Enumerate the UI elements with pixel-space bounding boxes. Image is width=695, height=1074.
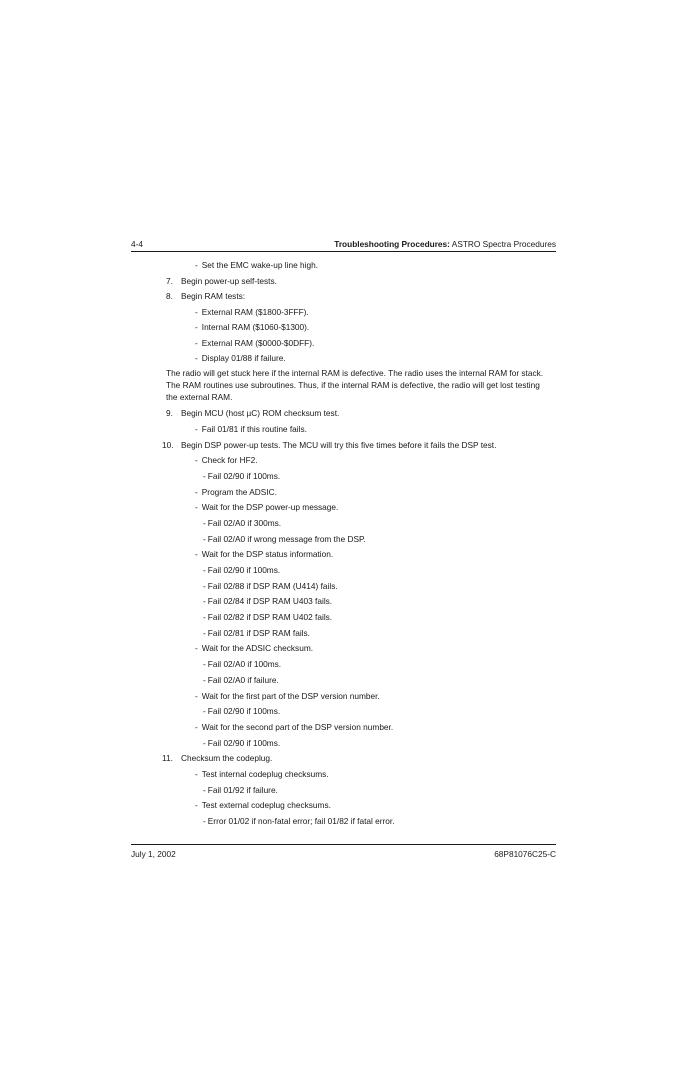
list-item-marker: - <box>203 565 206 575</box>
list-item-text: Internal RAM ($1060-$1300). <box>201 322 310 332</box>
list-item-text: Fail 02/90 if 100ms. <box>207 706 281 716</box>
list-item-marker: - <box>195 690 198 701</box>
list-item-text: Fail 02/81 if DSP RAM fails. <box>207 627 310 638</box>
list-item <box>195 423 307 435</box>
list-item-marker: - <box>195 455 198 465</box>
list-item <box>195 548 333 560</box>
list-item-marker: - <box>195 722 198 732</box>
list-item-text: External RAM ($1800-3FFF). <box>201 306 309 317</box>
list-item <box>162 439 497 451</box>
list-item <box>203 737 280 749</box>
list-item <box>195 337 314 349</box>
list-item <box>203 517 281 529</box>
list-item <box>195 454 258 466</box>
list-item <box>203 611 332 623</box>
list-item <box>166 407 339 419</box>
list-item-text: Wait for the ADSIC checksum. <box>201 643 314 653</box>
list-item-text: Begin RAM tests: <box>181 291 246 301</box>
list-item-marker: 9. <box>166 408 173 418</box>
list-item <box>195 486 277 498</box>
list-item-marker: - <box>195 768 198 779</box>
list-item-marker: 10. <box>162 439 174 450</box>
list-item-marker: 7. <box>166 275 173 286</box>
list-item <box>203 564 280 576</box>
list-item-marker: - <box>195 322 198 332</box>
footer-date: July 1, 2002 <box>131 849 176 859</box>
page-header <box>131 238 556 250</box>
list-item-text: Wait for the DSP power-up message. <box>201 502 339 512</box>
section-title <box>334 238 556 250</box>
list-item-text: Fail 02/88 if DSP RAM (U414) fails. <box>207 580 338 591</box>
list-item-text: Fail 02/90 if 100ms. <box>207 471 281 481</box>
list-item-text: Test external codeplug checksums. <box>201 800 331 810</box>
list-item <box>166 275 277 287</box>
list-item <box>195 352 286 364</box>
list-item-marker: - <box>203 612 206 622</box>
list-item-text: Fail 02/A0 if wrong message from the DSP. <box>207 533 366 544</box>
list-item-marker: - <box>203 533 206 544</box>
list-item-marker: - <box>195 260 198 270</box>
list-item-marker: - <box>203 675 206 685</box>
list-item-marker: - <box>203 737 206 748</box>
list-item-marker: - <box>195 353 198 363</box>
list-item-text: Begin DSP power-up tests. The MCU will try this five times before it fails the DSP test. <box>181 439 497 450</box>
page-number: 4-4 <box>131 239 143 249</box>
list-item <box>203 784 278 796</box>
list-item <box>195 768 329 780</box>
list-item-text: Wait for the first part of the DSP version number. <box>201 690 380 701</box>
list-item-text: Error 01/02 if non-fatal error; fail 01/82 if fatal error. <box>207 815 395 826</box>
list-item <box>203 533 366 545</box>
list-item-text: Wait for the second part of the DSP version number. <box>201 722 394 732</box>
list-item-text: Fail 02/A0 if failure. <box>207 675 279 685</box>
list-item-text: Fail 02/A0 if 100ms. <box>207 659 282 669</box>
list-item <box>203 595 332 607</box>
list-item <box>195 306 309 318</box>
list-item-text: Begin power-up self-tests. <box>181 275 277 286</box>
list-item-text: Begin MCU (host µC) ROM checksum test. <box>181 408 340 418</box>
list-item <box>203 627 310 639</box>
list-item <box>195 501 338 513</box>
list-item-marker: - <box>195 549 198 559</box>
section-title-bold: Troubleshooting Procedures: <box>334 239 450 249</box>
list-item-text: Fail 01/81 if this routine fails. <box>201 424 307 434</box>
list-item <box>195 259 318 271</box>
list-item-text: Fail 02/90 if 100ms. <box>207 565 281 575</box>
list-item-marker: - <box>203 596 206 606</box>
list-item-marker: - <box>195 424 198 434</box>
list-item-marker: - <box>195 306 198 317</box>
list-item <box>203 658 281 670</box>
list-item-marker: 11. <box>162 753 173 763</box>
list-item-text: Fail 02/90 if 100ms. <box>207 737 281 748</box>
list-item-text: Program the ADSIC. <box>201 486 277 497</box>
list-item-marker: - <box>195 800 198 810</box>
list-item-text: Fail 02/84 if DSP RAM U403 fails. <box>207 596 333 606</box>
list-item-marker: - <box>203 706 206 716</box>
section-title-rest: ASTRO Spectra Procedures <box>449 239 556 249</box>
footer-rule <box>131 844 556 845</box>
list-item <box>195 642 313 654</box>
list-item-marker: - <box>195 502 198 512</box>
list-item-marker: - <box>203 815 206 826</box>
page-footer <box>131 848 556 860</box>
list-item-text: Test internal codeplug checksums. <box>201 768 329 779</box>
list-item-text: Wait for the DSP status information. <box>201 549 334 559</box>
list-item-marker: - <box>203 580 206 591</box>
list-item <box>162 752 273 764</box>
list-item-marker: - <box>203 518 206 528</box>
list-item-marker: - <box>195 486 198 497</box>
list-item <box>203 470 280 482</box>
list-item <box>203 580 338 592</box>
list-item <box>203 674 279 686</box>
list-item <box>195 721 393 733</box>
list-item <box>203 705 280 717</box>
list-item-marker: - <box>195 337 198 348</box>
list-item-marker: 8. <box>166 291 173 301</box>
list-item-text: Fail 02/82 if DSP RAM U402 fails. <box>207 612 333 622</box>
footer-doc-number: 68P81076C25-C <box>494 849 556 859</box>
list-item-text: Fail 01/92 if failure. <box>207 784 278 795</box>
note-paragraph: The radio will get stuck here if the internal RAM is defective. The radio uses the internal RAM for stack. The RAM routines use subroutines. Thus, if the internal RAM is defective, the radio will get lost testing the external RAM. <box>166 368 544 402</box>
list-item-marker: - <box>203 627 206 638</box>
list-item-marker: - <box>195 643 198 653</box>
list-item-text: Check for HF2. <box>201 455 258 465</box>
list-item <box>203 815 395 827</box>
list-item-text: Fail 02/A0 if 300ms. <box>207 518 282 528</box>
list-item <box>195 321 309 333</box>
list-item <box>195 799 331 811</box>
list-item-marker: - <box>203 659 206 669</box>
list-item-marker: - <box>203 471 206 481</box>
list-item-text: Display 01/88 if failure. <box>201 353 286 363</box>
list-item <box>166 290 245 302</box>
header-rule <box>131 251 556 252</box>
list-item-marker: - <box>203 784 206 795</box>
list-item-text: External RAM ($0000-$0DFF). <box>201 337 315 348</box>
list-item <box>195 690 380 702</box>
list-item-text: Set the EMC wake-up line high. <box>201 260 318 270</box>
list-item-text: Checksum the codeplug. <box>181 753 273 763</box>
